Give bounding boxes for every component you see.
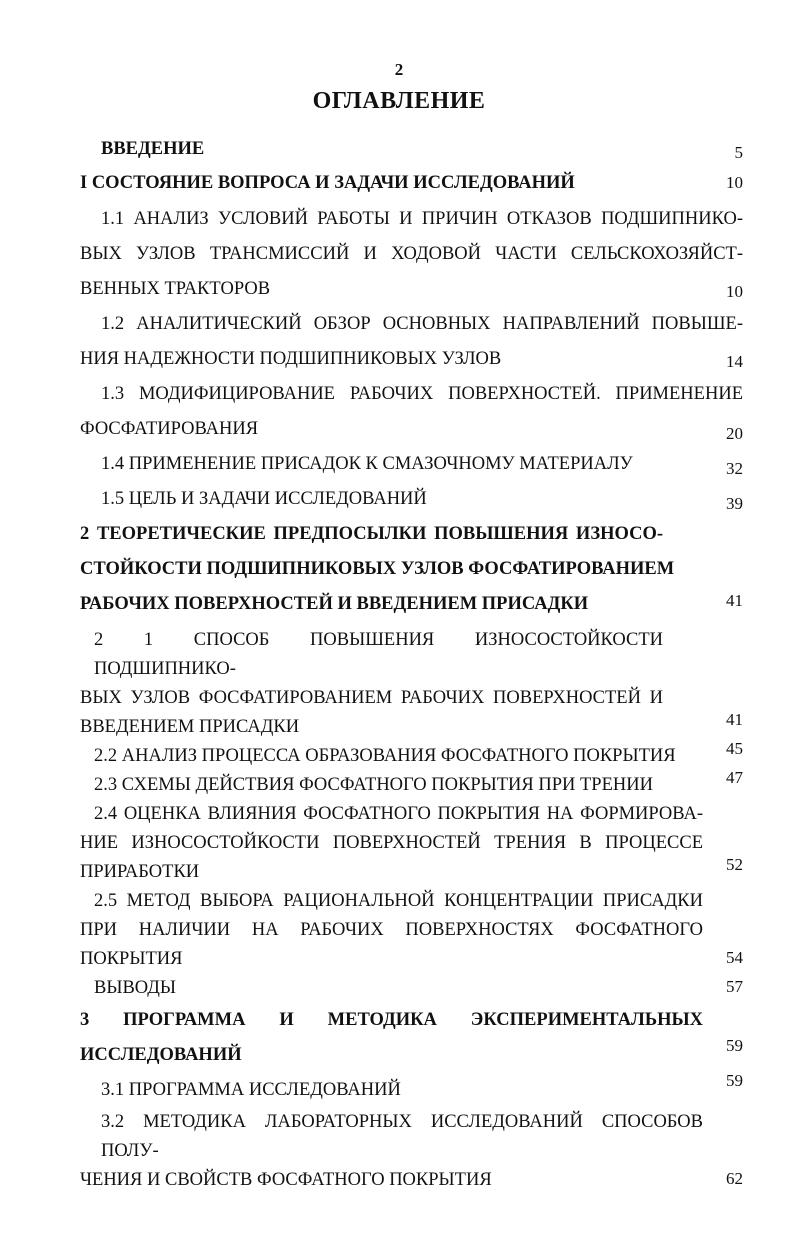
- toc-entry-text: ВЕННЫХ ТРАКТОРОВ: [80, 279, 271, 299]
- toc-entry-text: ВЫХ УЗЛОВ ТРАНСМИССИЙ И ХОДОВОЙ ЧАСТИ СЕЛЬСКОХОЗЯЙСТ-: [80, 244, 743, 264]
- toc-entry-chapter-3[interactable]: [80, 1003, 743, 1073]
- toc-entry-text: ИССЛЕДОВАНИЙ: [80, 1045, 242, 1065]
- toc-entry-2-5[interactable]: [80, 887, 743, 974]
- toc-entry-text: 3.1 ПРОГРАММА ИССЛЕДОВАНИЙ: [101, 1080, 401, 1100]
- toc-page-number: 54: [726, 948, 743, 967]
- toc-entry-text: СТОЙКОСТИ ПОДШИПНИКОВЫХ УЗЛОВ ФОСФАТИРОВАНИЕМ: [80, 559, 675, 579]
- toc-entry-text: ВЫВОДЫ: [94, 978, 177, 998]
- toc-entry-text: ВЫХ УЗЛОВ ФОСФАТИРОВАНИЕМ РАБОЧИХ ПОВЕРХНОСТЕЙ И: [80, 688, 663, 708]
- toc-entry-text: 2.5 МЕТОД ВЫБОРА РАЦИОНАЛЬНОЙ КОНЦЕНТРАЦИИ ПРИСАДКИ: [94, 891, 703, 911]
- toc-page-number: 52: [726, 855, 743, 874]
- toc-entry-text: 1.4 ПРИМЕНЕНИЕ ПРИСАДОК К СМАЗОЧНОМУ МАТЕРИАЛУ: [101, 454, 633, 474]
- toc-entry-1-3[interactable]: [80, 377, 743, 447]
- toc-page-number: 10: [726, 173, 743, 192]
- toc-entry-2-3[interactable]: [80, 768, 743, 800]
- toc-entry-chapter-1[interactable]: [80, 166, 743, 202]
- toc-entry-2-1[interactable]: [80, 626, 743, 742]
- toc-entry-text: 2 1 СПОСОБ ПОВЫШЕНИЯ ИЗНОСОСТОЙКОСТИ ПОДШИПНИКО-: [94, 630, 663, 679]
- toc-page-number: 5: [734, 143, 743, 162]
- toc-page-number: 45: [726, 739, 743, 758]
- toc-page-number: 62: [726, 1169, 743, 1188]
- toc-page-number: 59: [726, 1036, 743, 1055]
- toc-entry-introduction[interactable]: [80, 132, 743, 166]
- toc-entry-3-2[interactable]: [80, 1108, 743, 1195]
- toc-page-number: 41: [726, 591, 743, 610]
- toc-entry-text: ЧЕНИЯ И СВОЙСТВ ФОСФАТНОГО ПОКРЫТИЯ: [80, 1170, 492, 1190]
- toc-page-number: 41: [726, 710, 743, 729]
- toc-entry-3-1[interactable]: [80, 1073, 743, 1108]
- toc-entry-1-2[interactable]: [80, 307, 743, 377]
- toc-entry-text: 1.3 МОДИФИЦИРОВАНИЕ РАБОЧИХ ПОВЕРХНОСТЕЙ. ПРИМЕНЕНИЕ: [101, 384, 743, 404]
- toc-page-number: 20: [726, 424, 743, 443]
- toc-entry-text: 2.3 СХЕМЫ ДЕЙСТВИЯ ФОСФАТНОГО ПОКРЫТИЯ ПРИ ТРЕНИИ: [94, 775, 653, 795]
- toc-entry-text: НИЯ НАДЕЖНОСТИ ПОДШИПНИКОВЫХ УЗЛОВ: [80, 349, 502, 369]
- table-of-contents: [80, 132, 743, 1195]
- toc-entry-text: ПРИРАБОТКИ: [80, 862, 200, 882]
- page-title: ОГЛАВЛЕНИЕ: [312, 88, 486, 114]
- toc-page-number: 59: [726, 1071, 743, 1090]
- toc-entry-text: I СОСТОЯНИЕ ВОПРОСА И ЗАДАЧИ ИССЛЕДОВАНИЙ: [80, 173, 575, 193]
- toc-page-number: 10: [726, 282, 743, 301]
- page-number: 2: [394, 60, 404, 79]
- toc-page-number: 39: [726, 494, 743, 513]
- toc-entry-text: 2.4 ОЦЕНКА ВЛИЯНИЯ ФОСФАТНОГО ПОКРЫТИЯ НА ФОРМИРОВА-: [94, 804, 703, 824]
- toc-entry-text: 3.2 МЕТОДИКА ЛАБОРАТОРНЫХ ИССЛЕДОВАНИЙ СПОСОБОВ ПОЛУ-: [101, 1112, 703, 1161]
- toc-entry-1-5[interactable]: [80, 482, 743, 517]
- toc-entry-text: ВВЕДЕНИЕ: [101, 139, 205, 159]
- toc-entry-text: 2 ТЕОРЕТИЧЕСКИЕ ПРЕДПОСЫЛКИ ПОВЫШЕНИЯ ИЗНОСО-: [80, 524, 663, 544]
- toc-entry-text: РАБОЧИХ ПОВЕРХНОСТЕЙ И ВВЕДЕНИЕМ ПРИСАДКИ: [80, 594, 589, 614]
- toc-page-number: 32: [726, 459, 743, 478]
- toc-entry-text: ПОКРЫТИЯ: [80, 949, 183, 969]
- toc-entry-conclusions[interactable]: [80, 974, 743, 1003]
- toc-entry-text: НИЕ ИЗНОСОСТОЙКОСТИ ПОВЕРХНОСТЕЙ ТРЕНИЯ В ПРОЦЕССЕ: [80, 833, 703, 853]
- toc-entry-text: 1.1 АНАЛИЗ УСЛОВИЙ РАБОТЫ И ПРИЧИН ОТКАЗОВ ПОДШИПНИКО-: [101, 209, 743, 229]
- toc-entry-1-1[interactable]: [80, 202, 743, 307]
- toc-entry-text: ПРИ НАЛИЧИИ НА РАБОЧИХ ПОВЕРХНОСТЯХ ФОСФАТНОГО: [80, 920, 703, 940]
- toc-entry-text: 2.2 АНАЛИЗ ПРОЦЕССА ОБРАЗОВАНИЯ ФОСФАТНОГО ПОКРЫТИЯ: [94, 746, 676, 766]
- toc-entry-text: ВВЕДЕНИЕМ ПРИСАДКИ: [80, 717, 300, 737]
- toc-entry-text: 3 ПРОГРАММА И МЕТОДИКА ЭКСПЕРИМЕНТАЛЬНЫХ: [80, 1010, 703, 1030]
- toc-entry-2-4[interactable]: [80, 800, 743, 887]
- toc-page-number: 57: [726, 977, 743, 996]
- toc-entry-1-4[interactable]: [80, 447, 743, 482]
- toc-entry-2-2[interactable]: [80, 739, 743, 771]
- toc-entry-text: ФОСФАТИРОВАНИЯ: [80, 419, 259, 439]
- toc-entry-chapter-2[interactable]: [80, 517, 743, 622]
- toc-page-number: 14: [726, 352, 743, 371]
- toc-page-number: 47: [726, 768, 743, 787]
- toc-entry-text: 1.5 ЦЕЛЬ И ЗАДАЧИ ИССЛЕДОВАНИЙ: [101, 489, 427, 509]
- toc-entry-text: 1.2 АНАЛИТИЧЕСКИЙ ОБЗОР ОСНОВНЫХ НАПРАВЛЕНИЙ ПОВЫШЕ-: [101, 314, 743, 334]
